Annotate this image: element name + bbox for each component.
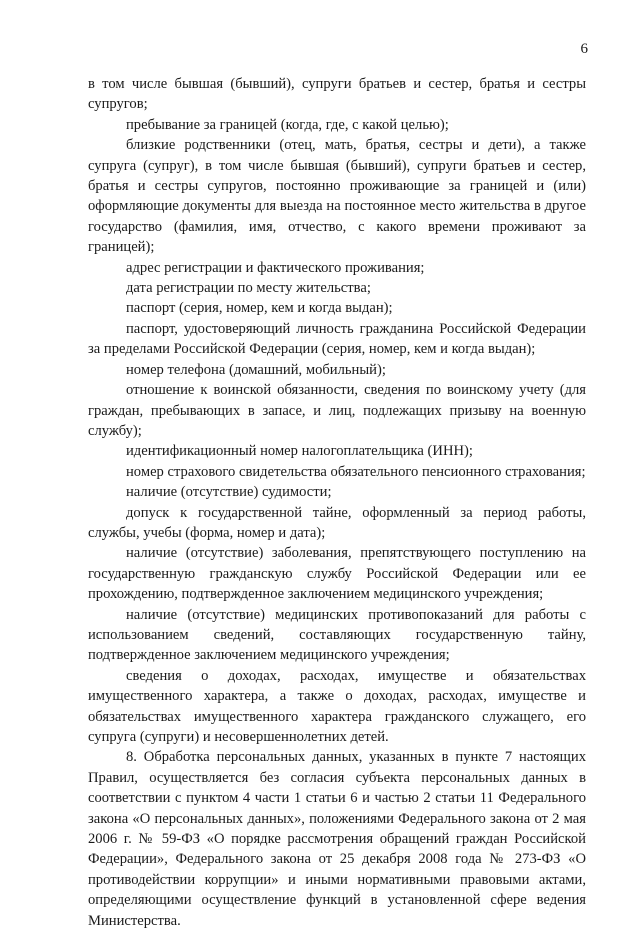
paragraph-continuation: в том числе бывшая (бывший), супруги братьев и сестер, братья и сестры супругов;: [88, 76, 586, 113]
page-number: 6: [580, 41, 588, 57]
list-item-military: отношение к воинской обязанности, сведения по воинскому учету (для граждан, пребывающих в запасе, и лиц, подлежащих призыву на военную службу);: [88, 382, 586, 439]
list-item-passport: паспорт (серия, номер, кем и когда выдан);: [126, 300, 393, 317]
paragraph-8: 8. Обработка персональных данных, указанных в пункте 7 настоящих Правил, осуществляется без согласия субъекта персональных данных в соответствии с пунктом 4 части 1 статьи 6 и частью 2 статьи 11 Федерального закона «О персональных данных», положениями Федерального закона от 2 мая 2006 г. № 59-ФЗ «О порядке рассмотрения обращений граждан Российской Федерации», Федерального закона от 25 декабря 2008 года № 273-ФЗ «О противодействии коррупции» и иными нормативными правовыми актами, определяющими осуществление функций в установленной сфере ведения Министерства.: [88, 749, 586, 929]
list-item-disease: наличие (отсутствие) заболевания, препятствующего поступлению на государственную гражданскую службу Российской Федерации или ее прохождению, подтвержденное заключением медицинского учреждения;: [88, 545, 586, 603]
document-body: [88, 74, 586, 931]
list-item-state-secret-access: допуск к государственной тайне, оформленный за период работы, службы, учебы (форма, номер и дата);: [88, 504, 586, 541]
list-item-pension-certificate: номер страхового свидетельства обязательного пенсионного страхования;: [126, 463, 586, 480]
list-item-income-property: сведения о доходах, расходах, имуществе и обязательствах имущественного характера, а также о доходах, расходах, имуществе и обязательствах имущественного характера гражданского служащего, его супруга (супруги) и несовершеннолетних детей.: [88, 667, 586, 745]
list-item-inn: идентификационный номер налогоплательщика (ИНН);: [126, 443, 473, 460]
list-item-address: адрес регистрации и фактического проживания;: [126, 259, 425, 276]
list-item-relatives-abroad: близкие родственники (отец, мать, братья, сестры и дети), а также супруга (супруг), в том числе бывшая (бывший), супруги братьев и сестер, братья и сестры супругов, постоянно проживающие за границей и (или) оформляющие документы для выезда на постоянное место жительства в другое государство (фамилия, имя, отчество, с какого времени проживают за границей);: [88, 137, 586, 256]
list-item-phone: номер телефона (домашний, мобильный);: [126, 361, 386, 378]
list-item-registration-date: дата регистрации по месту жительства;: [126, 280, 371, 297]
list-item-criminal-record: наличие (отсутствие) судимости;: [126, 484, 332, 501]
list-item-abroad-stay: пребывание за границей (когда, где, с какой целью);: [126, 116, 449, 133]
list-item-foreign-passport: паспорт, удостоверяющий личность гражданина Российской Федерации за пределами Российской Федерации (серия, номер, кем и когда выдан);: [88, 320, 586, 358]
list-item-medical-contraindications: наличие (отсутствие) медицинских противопоказаний для работы с использованием сведений, составляющих государственную тайну, подтвержденное заключением медицинского учреждения;: [88, 606, 586, 664]
